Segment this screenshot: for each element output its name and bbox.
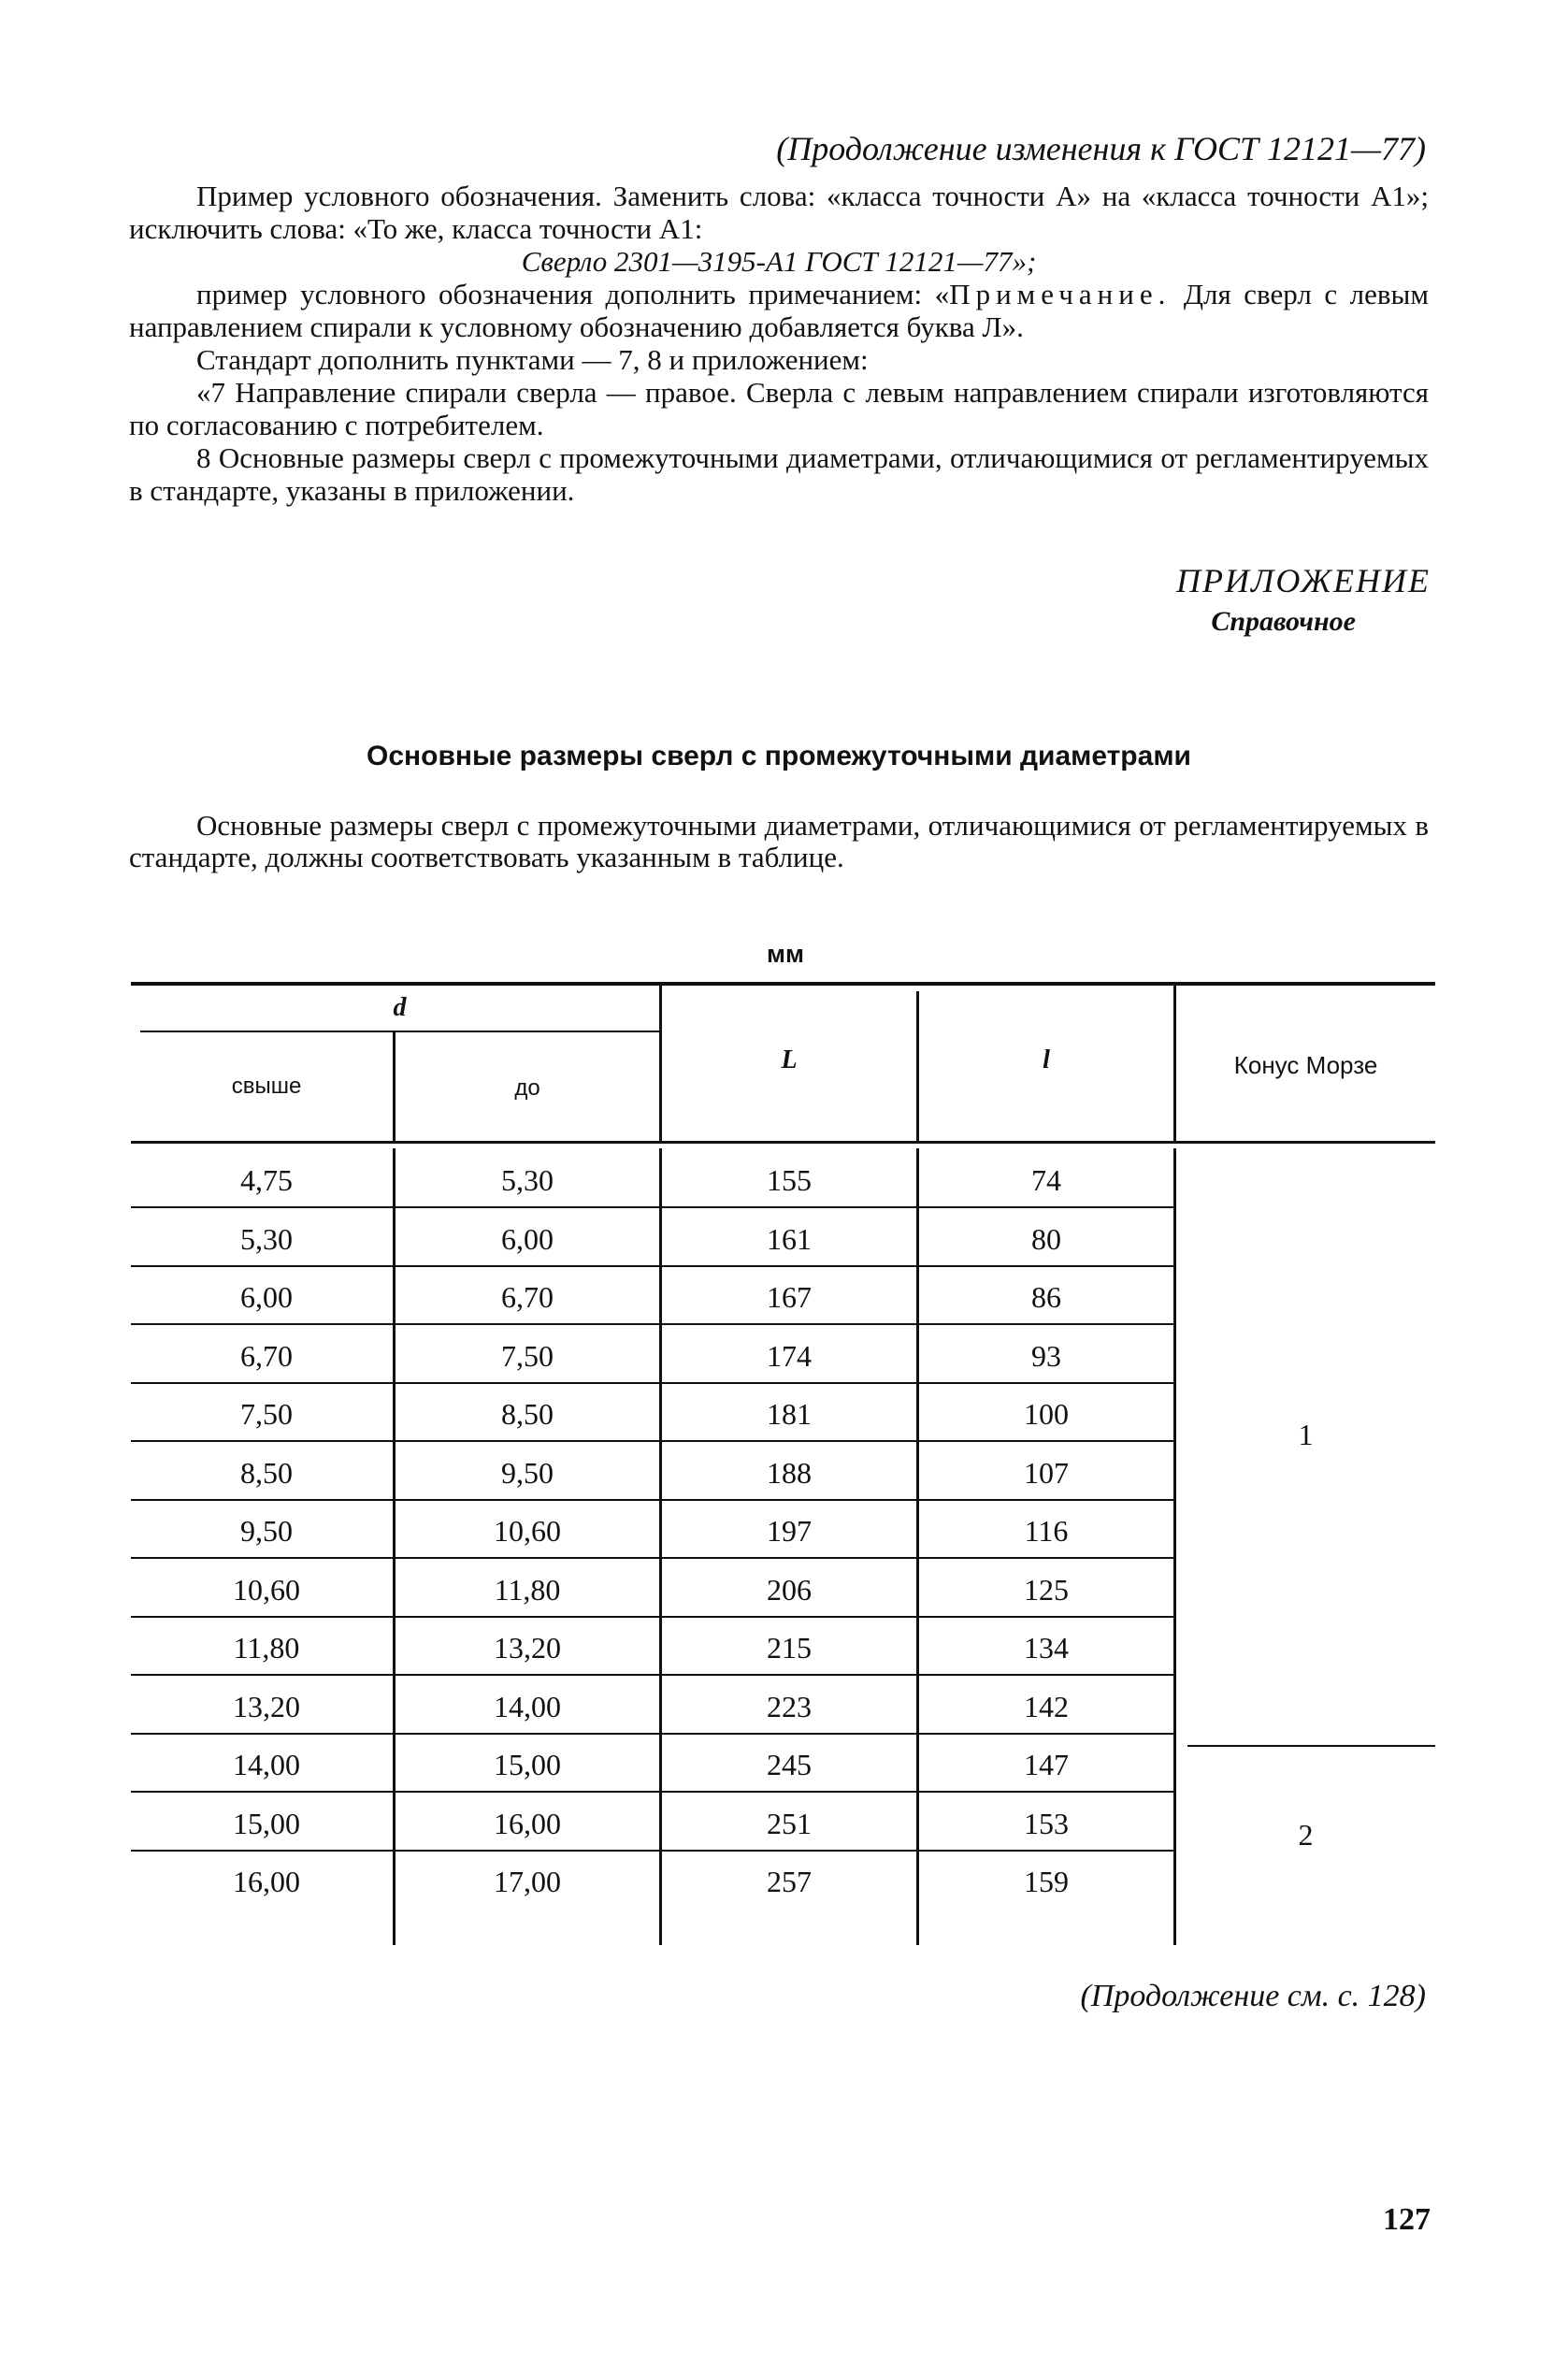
- row-rule: [131, 1440, 1173, 1442]
- cell-upto: 6,00: [501, 1221, 554, 1256]
- d-subheader-rule: [140, 1031, 659, 1032]
- paragraph-2-end: Для сверл с левым направлением спирали к условному обозначению добавляется буква Л».: [129, 278, 1429, 343]
- row-rule: [131, 1265, 1173, 1267]
- cell-upto: 8,50: [501, 1397, 554, 1431]
- cell-upto: 5,30: [501, 1163, 554, 1197]
- paragraph-1: Пример условного обозначения. Заменить слова: «класса точности А» на «класса точности А1»; исключить слова: «То же, класса точности А1:: [129, 180, 1429, 245]
- cell-upto: 13,20: [494, 1631, 561, 1665]
- appendix-title: ПРИЛОЖЕНИЕ: [1176, 562, 1431, 599]
- paragraph-1-center: Сверло 2301—3195-А1 ГОСТ 12121—77»;: [521, 245, 1037, 278]
- cell-over: 16,00: [233, 1865, 300, 1898]
- header-over: свыше: [231, 1074, 302, 1099]
- page-number: 127: [1383, 2202, 1431, 2237]
- paragraph-3: Стандарт дополнить пунктами — 7, 8 и приложением:: [196, 343, 869, 376]
- cell-upto: 15,00: [494, 1748, 561, 1781]
- cell-over: 6,70: [240, 1338, 293, 1373]
- cell-L: 257: [767, 1865, 812, 1898]
- row-rule: [131, 1323, 1173, 1325]
- cell-L: 251: [767, 1806, 812, 1840]
- header-upto: до: [514, 1075, 540, 1101]
- cell-l: 80: [1031, 1221, 1061, 1256]
- morse-group-2: 2: [1298, 1818, 1314, 1852]
- cell-l: 125: [1024, 1572, 1069, 1607]
- row-rule: [131, 1850, 1173, 1852]
- continuation-note: (Продолжение см. с. 128): [1080, 1979, 1426, 2013]
- cell-over: 8,50: [240, 1455, 293, 1490]
- morse-group-1: 1: [1298, 1418, 1314, 1451]
- cell-L: 206: [767, 1572, 812, 1607]
- morse-group-rule: [1187, 1745, 1435, 1747]
- cell-l: 147: [1024, 1748, 1069, 1781]
- cell-upto: 9,50: [501, 1455, 554, 1490]
- appendix-subtitle: Справочное: [1211, 606, 1356, 637]
- cell-l: 153: [1024, 1806, 1069, 1840]
- header-morse: Конус Морзе: [1233, 1051, 1378, 1079]
- paragraph-2: [129, 278, 1429, 343]
- row-rule: [131, 1557, 1173, 1559]
- row-rule: [131, 1206, 1173, 1208]
- cell-L: 161: [767, 1221, 812, 1256]
- row-rule: [131, 1674, 1173, 1676]
- table-top-rule: [131, 982, 1435, 986]
- cell-upto: 10,60: [494, 1514, 561, 1548]
- header-bottom-rule: [131, 1141, 1435, 1144]
- table-unit: мм: [767, 940, 804, 968]
- cell-L: 215: [767, 1631, 812, 1665]
- cell-L: 197: [767, 1514, 812, 1548]
- header-d: d: [393, 993, 407, 1022]
- cell-l: 142: [1024, 1689, 1069, 1723]
- row-rule: [131, 1616, 1173, 1618]
- amendment-text: [129, 180, 1429, 507]
- cell-over: 5,30: [240, 1221, 293, 1256]
- row-rule: [131, 1791, 1173, 1793]
- cell-upto: 14,00: [494, 1689, 561, 1723]
- cell-L: 181: [767, 1397, 812, 1431]
- cell-upto: 6,70: [501, 1280, 554, 1314]
- cell-upto: 11,80: [494, 1572, 561, 1607]
- section-title: Основные размеры сверл с промежуточными диаметрами: [367, 741, 1191, 771]
- paragraph-2-note: Примечание.: [949, 278, 1172, 310]
- cell-L: 174: [767, 1338, 812, 1373]
- cell-l: 74: [1031, 1163, 1061, 1197]
- cell-l: 100: [1024, 1397, 1069, 1431]
- cell-L: 223: [767, 1689, 812, 1723]
- cell-l: 107: [1024, 1455, 1069, 1490]
- paragraph-5: 8 Основные размеры сверл с промежуточными диаметрами, отличающимися от регламентируемых в стандарте, указаны в приложении.: [129, 441, 1429, 507]
- cell-l: 134: [1024, 1631, 1069, 1665]
- cell-over: 10,60: [233, 1572, 300, 1607]
- cell-l: 86: [1031, 1280, 1061, 1314]
- cell-over: 6,00: [240, 1280, 293, 1314]
- running-header: (Продолжение изменения к ГОСТ 12121—77): [776, 130, 1426, 167]
- row-rule: [131, 1499, 1173, 1501]
- cell-L: 188: [767, 1455, 812, 1490]
- cell-upto: 16,00: [494, 1806, 561, 1840]
- cell-L: 167: [767, 1280, 812, 1314]
- row-rule: [131, 1382, 1173, 1384]
- cell-over: 7,50: [240, 1397, 293, 1431]
- cell-l: 116: [1024, 1514, 1069, 1548]
- header-L: L: [781, 1045, 798, 1074]
- row-rule: [131, 1733, 1173, 1735]
- cell-upto: 7,50: [501, 1338, 554, 1373]
- cell-L: 155: [767, 1163, 812, 1197]
- paragraph-4: «7 Направление спирали сверла — правое. Сверла с левым направлением спирали изготовляются по согласованию с потребителем.: [129, 376, 1429, 441]
- header-l: l: [1043, 1045, 1050, 1074]
- cell-over: 11,80: [233, 1631, 300, 1665]
- cell-over: 9,50: [240, 1514, 293, 1548]
- intro-paragraph: Основные размеры сверл с промежуточными диаметрами, отличающимися от регламентируемых в стандарте, должны соответствовать указанным в таблице.: [129, 809, 1429, 873]
- cell-upto: 17,00: [494, 1865, 561, 1898]
- cell-over: 4,75: [240, 1163, 293, 1197]
- paragraph-2-start: пример условного обозначения дополнить примечанием: «: [196, 278, 950, 310]
- cell-L: 245: [767, 1748, 812, 1781]
- cell-over: 14,00: [233, 1748, 300, 1781]
- cell-l: 93: [1031, 1338, 1061, 1373]
- cell-over: 15,00: [233, 1806, 300, 1840]
- cell-l: 159: [1024, 1865, 1069, 1898]
- cell-over: 13,20: [233, 1689, 300, 1723]
